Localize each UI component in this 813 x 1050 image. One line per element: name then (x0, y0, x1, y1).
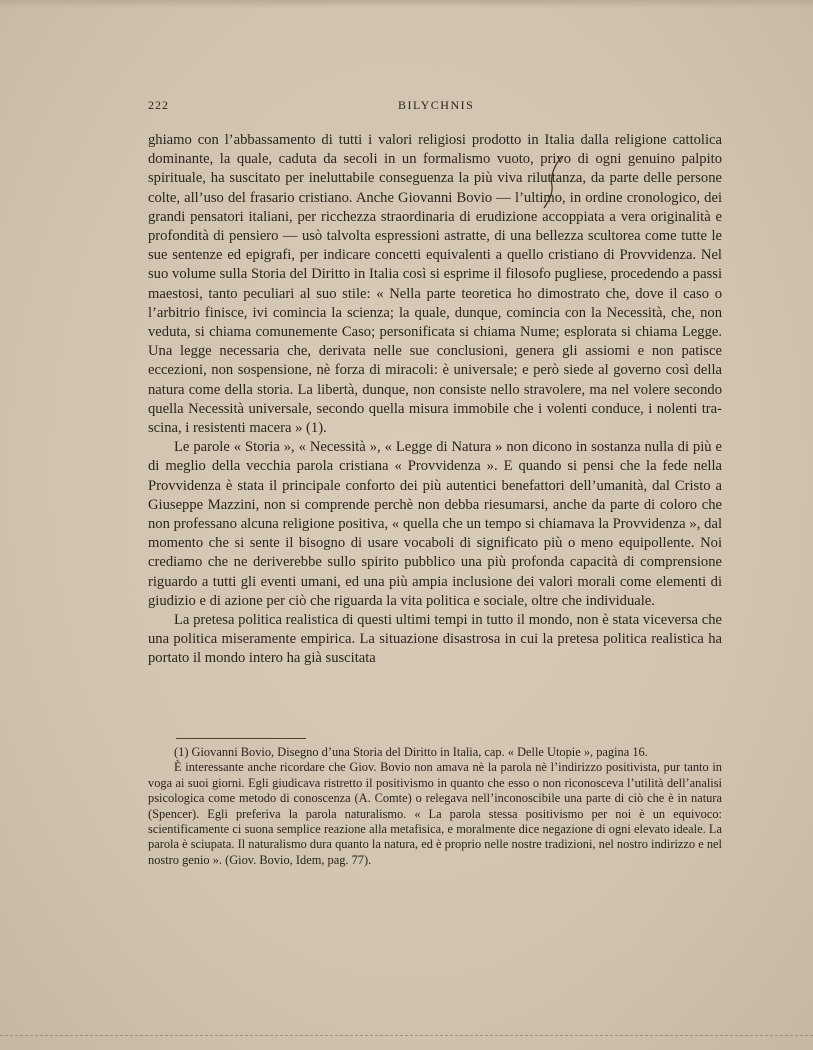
footnote-rule (176, 738, 306, 739)
footnote: È interessante anche ricordare che Giov. Bovio non amava nè la parola nè l’indirizzo positivista, pur tanto in voga ai suoi giorni. Egli giudicava ristretto il positivismo in quanto che esso o non riconosceva l’utilità dell’analisi psicologica come metodo di conoscenza (A. Comte) o relegava nell’inconoscibile una parte di ciò che è in natura (Spencer). Egli preferiva la parola naturalismo. « La parola stessa positivismo per noi è un equivoco: scientificamente ci suona semplice reazione alla metafisica, e moralmente dice negazione di ogni elevato ideale. La parola è sciupata. Il naturalismo dura quanto la natura, ed è proprio nelle nostre tradizioni, nel nostro indirizzo e nel nostro genio ». (Giov. Bovio, Idem, pag. 77). (148, 760, 722, 867)
paragraph: Le parole « Storia », « Necessità », « Legge di Natura » non dicono in sostanza nulla di più e di meglio della vecchia parola cristiana « Provvidenza ». E quando si pensi che la fede nella Provvidenza è stata il principale conforto dei più autentici benefattori dell’umanità, dal Cristo a Giuseppe Mazzini, non si comprende perchè non debba riesumarsi, anche da parte di coloro che non professano alcuna religione positiva, « quella che un tempo si chiamava la Provvidenza », dal momento che si sente il bisogno di usare vocaboli di significato più o meno equipollente. Noi crediamo che ne deriverebbe sullo spirito pubblico una più profonda capacità di comprensione riguardo a tutti gli eventi umani, ed una più ampia inclusione dei valori morali come elementi di giudizio e di azione per ciò che riguarda la vita politica e sociale, oltre che individuale. (148, 439, 722, 609)
paragraph-continued: ghiamo con l’abbassamento di tutti i valori religiosi prodotto in Italia dalla religione cattolica dominante, la quale, caduta da secoli in un formalismo vuoto, privo di ogni genuino palpito spirituale, ha suscitato per ineluttabile conseguenza la più viva riluttanza, da parte delle persone colte, all’uso del frasario cristiano. Anche Giovanni Bovio — l’ultimo, in ordine cronologico, dei grandi pensatori italiani, per ricchezza straordinaria di erudizione accoppiata a vera originalità e profondità di pensiero — usò talvolta espressioni astratte, di una bellezza scultorea come tutte le sue sentenze ed epigrafi, per indicare concetti equivalenti a quello cristiano di Provvidenza. Nel suo volume sulla Storia del Diritto in Italia così si esprime il filosofo pugliese, procedendo a passi maestosi, tanto peculiari al suo stile: « Nella parte teoretica ho dimostrato che, dove il caso o l’arbitrio finisce, ivi comincia la scienza; la quale, dunque, comincia con la Necessità, che, non veduta, si chiama comunemente Caso; personificata si chiama Nume; esplorata si chiama Legge. Una legge necessaria che, derivata nelle sue conclusioni, genera gli assiomi e non patisce eccezioni, non sospensione, nè forza di miracoli: è universale; e però siede al governo così della natura come della storia. La libertà, dunque, non consiste nello stravolere, ma nel volere secondo quella Necessità universale, secondo quella misura immobile che i volenti conduce, i nolenti trascina, i resistenti macera » (1). (148, 132, 722, 437)
running-title: BILYCHNIS (398, 98, 475, 112)
footnote: (1) Giovanni Bovio, Disegno d’una Storia del Diritto in Italia, cap. « Delle Utopie », pagina 16. (174, 745, 648, 759)
page-bottom-edge (0, 1035, 813, 1040)
page-number: 222 (148, 98, 169, 112)
paragraph: La pretesa politica realistica di questi ultimi tempi in tutto il mondo, non è stata viceversa che una politica miseramente empirica. La situazione disastrosa in cui la pretesa politica realistica ha portato il mondo intero ha già suscitata (148, 612, 722, 667)
footnotes (148, 745, 722, 868)
handwritten-pen-mark (540, 152, 570, 212)
page-top-edge (0, 0, 813, 8)
main-text (148, 131, 722, 669)
page-header (148, 96, 722, 116)
